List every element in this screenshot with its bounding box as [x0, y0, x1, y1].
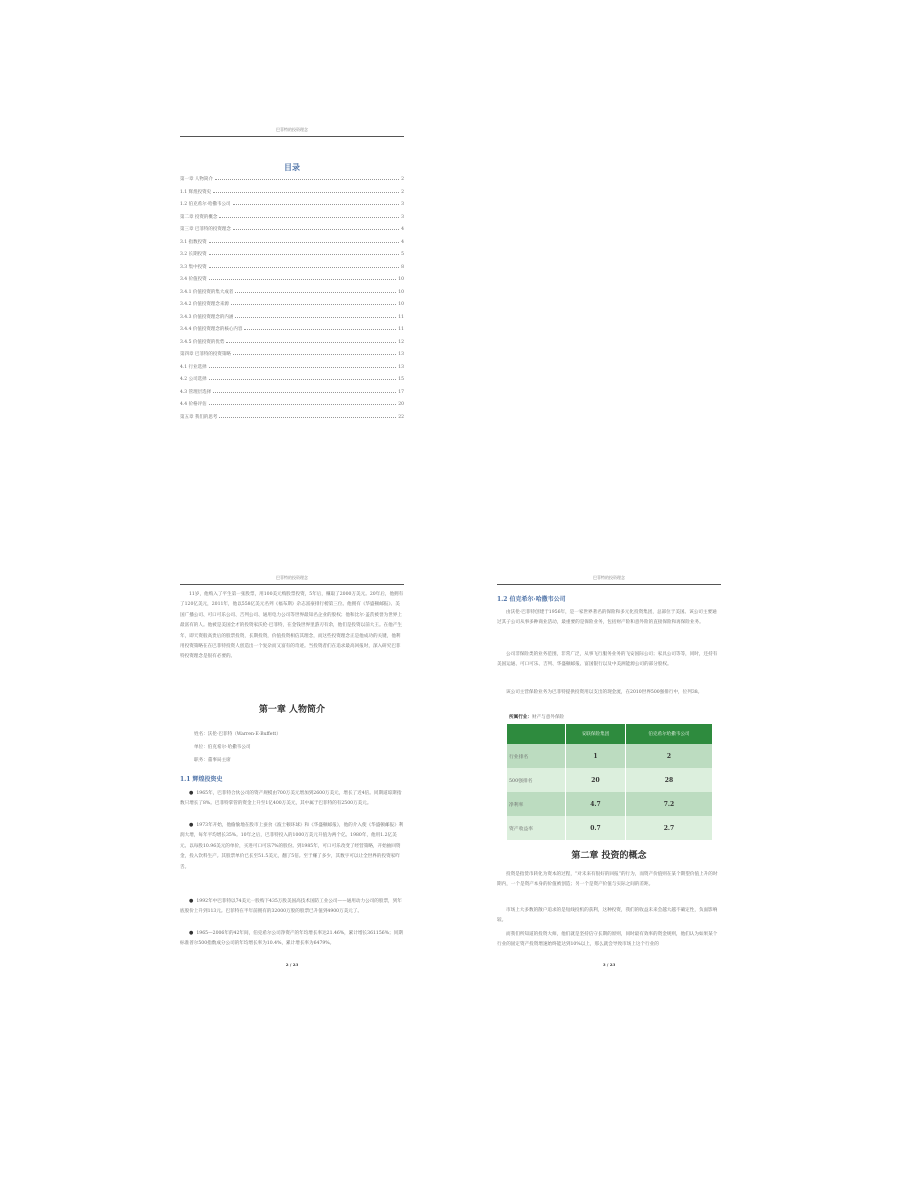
page-number: 2 / 23 — [285, 962, 299, 967]
toc-leader-dots — [244, 329, 396, 330]
toc-entry-page: 2 — [401, 177, 404, 182]
toc-entry-label: 1.2 伯克希尔·哈撒韦公司 — [180, 202, 231, 207]
toc-entry-label: 3.4.1 价值投资的集大成者 — [180, 289, 234, 295]
table-header-cell — [507, 724, 566, 744]
toc-entry-page: 20 — [398, 402, 404, 407]
info-title: 职务：董事局主席 — [194, 758, 231, 763]
toc-entry-label: 第五章 我们的思考 — [180, 414, 218, 420]
toc-entry-page: 10 — [398, 277, 404, 282]
table-cell: 28 — [625, 768, 712, 792]
toc-leader-dots — [235, 317, 396, 318]
table-row-label: 资产收益率 — [507, 816, 566, 840]
toc-entry-label: 3.4 价值投资 — [180, 277, 207, 282]
table-cell: 7.2 — [625, 792, 712, 816]
toc-entry-page: 10 — [398, 289, 404, 295]
table-cell: 4.7 — [566, 792, 626, 816]
toc-entry-label: 3.2 长期投资 — [180, 252, 207, 257]
toc-entry-page: 3 — [401, 202, 404, 207]
table-cell: 1 — [566, 744, 626, 768]
toc-leader-dots — [231, 304, 396, 305]
toc-leader-dots — [219, 217, 399, 218]
toc-leader-dots — [213, 392, 396, 393]
page-header: 巴菲特的投资理念 — [180, 126, 404, 137]
bullet-icon: ● — [189, 898, 194, 904]
toc-leader-dots — [215, 179, 399, 180]
bullet-icon: ● — [189, 822, 194, 828]
toc-entry-label: 3.4.3 价值投资理念的内涵 — [180, 314, 234, 320]
info-company: 单位：伯克希尔·哈撒韦公司 — [194, 745, 251, 750]
bullet-item: ● 1965—2006年的42年间，伯克希尔公司净资产的年均增长率达21.46%，累计增长361156%；同期标准普尔500指数成分公司的年均增长率为10.4%，累计增长率为6479%。 — [180, 930, 403, 947]
toc-entry[interactable] — [180, 276, 404, 289]
toc-entry-label: 3.3 集中投资 — [180, 264, 207, 270]
info-name: 姓名：沃伦·巴菲特（Warren·E·Buffett） — [194, 732, 281, 737]
toc-leader-dots — [209, 279, 397, 280]
toc-entry[interactable] — [180, 226, 404, 239]
table-row — [507, 744, 713, 768]
toc-entry[interactable] — [180, 314, 404, 327]
toc-leader-dots — [213, 192, 399, 193]
table-row-label: 500强排名 — [507, 768, 566, 792]
bullet-item: ● 1965年，巴菲特合伙公司的资产规模由700万美元增加到2600万美元，增长了近4倍。同期道琼斯指数只增长了8%。巴菲特掌管的资金上升至1亿400万美元，其中属于巴菲特的有2500万美元。 — [180, 790, 402, 807]
toc-entry-label: 4.4 价格评估 — [180, 402, 207, 407]
section-title: 1.2 伯克希尔·哈撒韦公司 — [497, 596, 566, 603]
bullet-item: ● 1973年开始，他偷偷地在股市上蚕食《波士顿环球》和《华盛顿邮报》，他的介入使《华盛顿邮报》利润大增，每年平均增长35%。10年之后，巴菲特投入的1000万美元升值为两个亿。1980年，他用1.2亿美元、以每股10.96美元的单价，买进可口可乐7%的股份。到1985年，可口可乐改变了经营策略，开始抽回资金，投入饮料生产。其股票单价已长至51.5美元，翻了5倍。至于赚了多少，其数字可以让全世界的投资家咋舌。 — [180, 822, 404, 870]
toc-entry-label: 4.3 管理层选择 — [180, 389, 212, 395]
section-title: 1.1 辉煌投资史 — [180, 776, 223, 783]
paragraph: 该公司主营保险业务为巴菲特提供投资用以支出的现金流，在2010世界500强排行中，位列38。 — [506, 690, 703, 695]
chapter-title: 第二章 投资的概念 — [571, 851, 647, 861]
paragraph: 市场上大多数的散户追求的是短线投机的获利，这种投资，我们的收益未来会越大越不确定性，负面影响较。 — [497, 908, 718, 924]
table-header-cell: 安联保险集团 — [566, 724, 626, 744]
toc-leader-dots — [235, 292, 396, 293]
toc-entry-page: 15 — [398, 377, 404, 382]
bullet-icon: ● — [189, 930, 194, 936]
toc-entry[interactable] — [180, 251, 404, 264]
table-row — [507, 816, 713, 840]
page-header: 巴菲特的投资理念 — [497, 574, 721, 585]
toc-entry[interactable] — [180, 364, 404, 377]
toc-leader-dots — [209, 379, 397, 380]
toc-leader-dots — [219, 417, 396, 418]
toc-entry-page: 2 — [401, 189, 404, 195]
toc-entry[interactable] — [180, 214, 404, 227]
toc-entry-label: 1.1 辉煌投资史 — [180, 189, 212, 195]
toc-leader-dots — [209, 254, 400, 255]
toc-entry-page: 17 — [398, 389, 404, 395]
toc-entry-label: 3.1 指数投资 — [180, 239, 207, 245]
toc-entry-page: 11 — [398, 327, 404, 332]
toc-entry[interactable] — [180, 326, 404, 339]
toc-entry-label: 第二章 投资的概念 — [180, 214, 218, 220]
toc-entry-label: 第四章 巴菲特的投资策略 — [180, 352, 231, 357]
toc-entry[interactable] — [180, 351, 404, 364]
intro-paragraph: 11岁，他购入了平生第一张股票，用100美元购股票投资，5年后，赚取了2000万美元。20年后，他拥有了120亿美元，2011年，他以558亿美元名列《福布斯》杂志富豪排行榜第三位。他拥有《华盛顿邮报》、美国广播公司、可口可乐公司、吉列公司、通用电力公司等世界最知名企业的股权；他和比尔·盖茨被誉为世界上最富有的人。他被是美国全才的投资家沃伦·巴菲特，在金钱世界里游刃有余，他们是投资以前大王。在他产生年，即天资般高贵后的股票投资，长期投资，价值投资相信其理念，而这些投资理念正是他成功的关键，他利用投资策略在在巴菲特投资人创造出一个复杂而又富有的奇迹。当投资者们在追求最高回报时，深入研究巴菲特投资理念是很有必要的。 — [180, 592, 404, 660]
toc-leader-dots — [233, 204, 400, 205]
toc-entry[interactable] — [180, 301, 404, 314]
toc-entry[interactable] — [180, 264, 404, 277]
page-2 — [180, 574, 404, 974]
comparison-table — [507, 724, 713, 840]
toc-entry-page: 13 — [398, 364, 404, 370]
toc-entry-label: 3.4.5 价值投资的优势 — [180, 339, 225, 345]
toc-entry[interactable] — [180, 389, 404, 402]
table-row-label: 净利率 — [507, 792, 566, 816]
page-3 — [497, 574, 721, 974]
paragraph: 投资是指货币转化为资本的过程，“对未来有很好的回报”的行为，而资产价值则在某个期望价值上升的时期内，一个是资产本身的价值被创造；另一个是资产价值与实际之间的差距。 — [497, 872, 718, 888]
toc-entry[interactable] — [180, 339, 404, 352]
page-number: 3 / 23 — [602, 962, 616, 967]
toc-title: 目录 — [284, 162, 300, 172]
paragraph: 而我们所知道的投资大师，他们就是坚持信守长期的原则，同时最有效率的资金规则，他们认为如果某个行业的固定资产投资增速始终能达到10%以上，那么就会导致市场上这个行业的 — [497, 932, 718, 948]
toc-entry[interactable] — [180, 189, 404, 202]
industry-label: 所属行业：财产与意外保险 — [509, 715, 565, 720]
toc-leader-dots — [209, 367, 397, 368]
toc-leader-dots — [226, 342, 396, 343]
toc-entry-page: 12 — [398, 339, 404, 345]
table-row-label: 行业排名 — [507, 744, 566, 768]
toc-entry-label: 第一章 人物简介 — [180, 177, 213, 182]
toc-entry[interactable] — [180, 289, 404, 302]
paragraph: 由沃伦·巴菲特创建于1956年，是一家世界著名的保险和多元化投资集团，总部位于美国。该公司主要通过其子公司从事多种商业活动，最重要的是保险业务，包括财产险和意外险的直接保险和再保险业务。 — [497, 610, 717, 626]
toc-entry-label: 3.4.2 价值投资理念来源 — [180, 302, 229, 307]
toc-leader-dots — [209, 404, 397, 405]
toc-entry-page: 13 — [398, 352, 404, 357]
toc-entry[interactable] — [180, 414, 404, 427]
table-cell: 20 — [566, 768, 626, 792]
toc-entry-page: 10 — [398, 302, 404, 307]
bullet-icon: ● — [189, 790, 194, 796]
table-cell: 2 — [625, 744, 712, 768]
toc-entry-page: 11 — [398, 314, 404, 320]
table-cell: 2.7 — [625, 816, 712, 840]
toc-entry-label: 第三章 巴菲特的投资理念 — [180, 227, 231, 232]
table-row — [507, 792, 713, 816]
toc-entry-page: 4 — [401, 239, 404, 245]
toc-leader-dots — [209, 267, 400, 268]
paragraph: 公司非保险类的业务范围，非常广泛，从事飞行服务业务的飞安国际公司；家具公司等等，同时，还持有美国运通、可口可乐、吉列、华盛顿邮报、富国银行以及中美洲能源公司的部分股权。 — [497, 652, 718, 668]
toc-entry[interactable] — [180, 201, 404, 214]
toc-entry-page: 5 — [401, 252, 404, 257]
toc-entry[interactable] — [180, 176, 404, 189]
toc-leader-dots — [233, 229, 399, 230]
toc-page — [180, 126, 404, 426]
table-cell: 0.7 — [566, 816, 626, 840]
toc-entry[interactable] — [180, 239, 404, 252]
toc-list — [180, 176, 404, 426]
toc-entry-page: 3 — [401, 214, 404, 220]
table-row — [507, 768, 713, 792]
toc-entry-page: 8 — [401, 264, 404, 270]
toc-entry-label: 4.2 公司选择 — [180, 377, 207, 382]
toc-leader-dots — [209, 242, 400, 243]
toc-entry-label: 4.1 行业选择 — [180, 364, 207, 370]
toc-entry-label: 3.4.4 价值投资理念的核心内容 — [180, 327, 243, 332]
bullet-item: ● 1992年中巴菲特以74美元一股购下435万股美国高技术国防工业公司——通用动力公司的股票，到年底股价上升到113元。巴菲特在半年前拥有的32000万股的股票已升值到4900万美元了。 — [180, 898, 402, 915]
toc-entry[interactable] — [180, 401, 404, 414]
toc-entry[interactable] — [180, 376, 404, 389]
industry-value: 财产与意外保险 — [531, 715, 565, 720]
toc-entry-page: 4 — [401, 227, 404, 232]
chapter-title: 第一章 人物简介 — [258, 705, 326, 715]
page-header: 巴菲特的投资理念 — [180, 574, 404, 585]
toc-leader-dots — [233, 354, 396, 355]
table-header-cell: 伯克希尔哈撒韦公司 — [625, 724, 712, 744]
table-header-row — [507, 724, 713, 744]
toc-entry-page: 22 — [398, 414, 404, 420]
